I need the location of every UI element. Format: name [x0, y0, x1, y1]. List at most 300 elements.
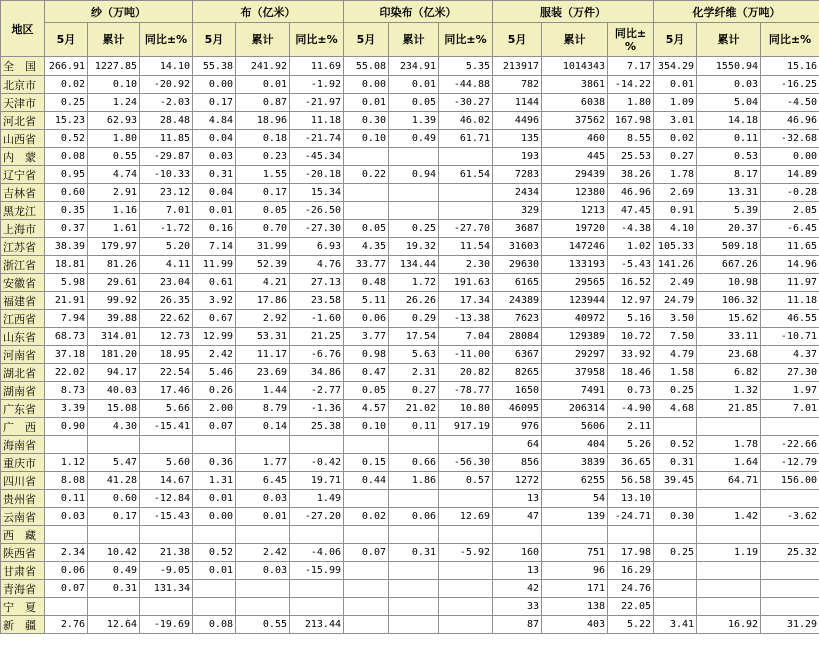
subheader-yoy: 同比±%: [761, 23, 819, 57]
table-row: [1, 256, 819, 274]
value-cell: 18.81: [45, 256, 88, 274]
value-cell: 62.93: [88, 112, 140, 130]
value-cell: [344, 616, 389, 634]
value-cell: 6255: [542, 472, 608, 490]
value-cell: 0.37: [45, 220, 88, 238]
region-cell: 广东省: [1, 400, 45, 418]
value-cell: 0.25: [654, 544, 697, 562]
value-cell: 0.55: [88, 148, 140, 166]
value-cell: 123944: [542, 292, 608, 310]
value-cell: [45, 526, 88, 544]
value-cell: [389, 490, 439, 508]
value-cell: 7.01: [140, 202, 193, 220]
value-cell: 4.79: [654, 346, 697, 364]
value-cell: 0.44: [344, 472, 389, 490]
subheader-month: 5月: [493, 23, 542, 57]
value-cell: [761, 526, 819, 544]
value-cell: 1.16: [88, 202, 140, 220]
value-cell: 0.29: [389, 310, 439, 328]
value-cell: 4.68: [654, 400, 697, 418]
region-cell: 贵州省: [1, 490, 45, 508]
value-cell: 14.67: [140, 472, 193, 490]
value-cell: -4.38: [608, 220, 654, 238]
table-row: [1, 57, 819, 76]
value-cell: 4.57: [344, 400, 389, 418]
value-cell: 0.48: [344, 274, 389, 292]
value-cell: 23.69: [236, 364, 290, 382]
table-row: [1, 472, 819, 490]
value-cell: 0.01: [236, 76, 290, 94]
value-cell: 64: [493, 436, 542, 454]
value-cell: 0.17: [236, 184, 290, 202]
value-cell: 0.61: [193, 274, 236, 292]
value-cell: 0.49: [88, 562, 140, 580]
table-row: [1, 328, 819, 346]
value-cell: [654, 562, 697, 580]
value-cell: 4496: [493, 112, 542, 130]
region-cell: 天津市: [1, 94, 45, 112]
value-cell: 0.01: [654, 76, 697, 94]
value-cell: 22.54: [140, 364, 193, 382]
value-cell: 13: [493, 562, 542, 580]
value-cell: 21.02: [389, 400, 439, 418]
value-cell: 7491: [542, 382, 608, 400]
value-cell: 0.35: [45, 202, 88, 220]
value-cell: 0.00: [193, 76, 236, 94]
value-cell: 266.91: [45, 57, 88, 76]
value-cell: 191.63: [439, 274, 493, 292]
value-cell: 22.05: [608, 598, 654, 616]
value-cell: 0.14: [236, 418, 290, 436]
value-cell: 25.38: [290, 418, 344, 436]
value-cell: 0.27: [654, 148, 697, 166]
value-cell: 61.71: [439, 130, 493, 148]
value-cell: 5.16: [608, 310, 654, 328]
value-cell: 38.26: [608, 166, 654, 184]
value-cell: 23.58: [290, 292, 344, 310]
value-cell: [140, 526, 193, 544]
value-cell: [344, 148, 389, 166]
value-cell: 0.25: [45, 94, 88, 112]
value-cell: 1.61: [88, 220, 140, 238]
value-cell: 55.08: [344, 57, 389, 76]
value-cell: 13.31: [697, 184, 761, 202]
value-cell: 4.37: [761, 346, 819, 364]
table-row: [1, 454, 819, 472]
value-cell: 0.08: [193, 616, 236, 634]
value-cell: 0.02: [654, 130, 697, 148]
value-cell: -11.00: [439, 346, 493, 364]
value-cell: 7.01: [761, 400, 819, 418]
value-cell: 2.92: [236, 310, 290, 328]
table-row: [1, 220, 819, 238]
value-cell: 0.57: [439, 472, 493, 490]
region-cell: 江西省: [1, 310, 45, 328]
value-cell: 25.53: [608, 148, 654, 166]
value-cell: [344, 580, 389, 598]
value-cell: 133193: [542, 256, 608, 274]
value-cell: 5.39: [697, 202, 761, 220]
region-cell: 内 蒙: [1, 148, 45, 166]
value-cell: 16.29: [608, 562, 654, 580]
value-cell: 3.41: [654, 616, 697, 634]
value-cell: [389, 148, 439, 166]
value-cell: 1.42: [697, 508, 761, 526]
value-cell: 0.90: [45, 418, 88, 436]
value-cell: 2.42: [193, 346, 236, 364]
value-cell: [439, 184, 493, 202]
value-cell: 0.11: [389, 418, 439, 436]
value-cell: 0.60: [45, 184, 88, 202]
table-row: [1, 382, 819, 400]
value-cell: 2.05: [761, 202, 819, 220]
value-cell: 105.33: [654, 238, 697, 256]
value-cell: 2.31: [389, 364, 439, 382]
value-cell: 0.95: [45, 166, 88, 184]
value-cell: 19720: [542, 220, 608, 238]
value-cell: 8.17: [697, 166, 761, 184]
value-cell: 139: [542, 508, 608, 526]
value-cell: 8265: [493, 364, 542, 382]
value-cell: -6.76: [290, 346, 344, 364]
value-cell: [697, 598, 761, 616]
value-cell: 23.68: [697, 346, 761, 364]
value-cell: 0.00: [344, 76, 389, 94]
value-cell: 39.88: [88, 310, 140, 328]
value-cell: 0.07: [45, 580, 88, 598]
value-cell: 917.19: [439, 418, 493, 436]
value-cell: 0.18: [236, 130, 290, 148]
value-cell: 1.78: [697, 436, 761, 454]
value-cell: -1.60: [290, 310, 344, 328]
value-cell: 2.34: [45, 544, 88, 562]
table-row: [1, 274, 819, 292]
table-row: [1, 310, 819, 328]
value-cell: 56.58: [608, 472, 654, 490]
value-cell: 141.26: [654, 256, 697, 274]
value-cell: 29439: [542, 166, 608, 184]
value-cell: [761, 562, 819, 580]
value-cell: 782: [493, 76, 542, 94]
value-cell: [88, 436, 140, 454]
table-row: [1, 436, 819, 454]
value-cell: 134.44: [389, 256, 439, 274]
value-cell: -20.18: [290, 166, 344, 184]
table-row: [1, 580, 819, 598]
value-cell: 213.44: [290, 616, 344, 634]
value-cell: 0.25: [654, 382, 697, 400]
value-cell: 8.55: [608, 130, 654, 148]
value-cell: 0.52: [193, 544, 236, 562]
value-cell: 7623: [493, 310, 542, 328]
value-cell: 26.35: [140, 292, 193, 310]
region-cell: 西 藏: [1, 526, 45, 544]
value-cell: -45.34: [290, 148, 344, 166]
value-cell: 181.20: [88, 346, 140, 364]
value-cell: 24.76: [608, 580, 654, 598]
value-cell: 39.45: [654, 472, 697, 490]
value-cell: 5.11: [344, 292, 389, 310]
value-cell: 5.47: [88, 454, 140, 472]
value-cell: [761, 418, 819, 436]
value-cell: 7283: [493, 166, 542, 184]
value-cell: 751: [542, 544, 608, 562]
value-cell: [344, 490, 389, 508]
value-cell: [697, 580, 761, 598]
table-row: [1, 94, 819, 112]
value-cell: 1.78: [654, 166, 697, 184]
value-cell: 5.46: [193, 364, 236, 382]
value-cell: 976: [493, 418, 542, 436]
value-cell: 1.32: [697, 382, 761, 400]
value-cell: 13: [493, 490, 542, 508]
value-cell: [439, 580, 493, 598]
value-cell: [439, 490, 493, 508]
value-cell: 13.10: [608, 490, 654, 508]
value-cell: 5606: [542, 418, 608, 436]
value-cell: 46.96: [761, 112, 819, 130]
value-cell: 21.38: [140, 544, 193, 562]
value-cell: 11.18: [761, 292, 819, 310]
value-cell: 3.92: [193, 292, 236, 310]
value-cell: [439, 598, 493, 616]
value-cell: 0.01: [236, 508, 290, 526]
region-cell: 全 国: [1, 57, 45, 76]
region-cell: 山东省: [1, 328, 45, 346]
value-cell: 2.91: [88, 184, 140, 202]
value-cell: -4.90: [608, 400, 654, 418]
value-cell: [761, 490, 819, 508]
value-cell: 1213: [542, 202, 608, 220]
value-cell: 0.06: [344, 310, 389, 328]
table-row: [1, 490, 819, 508]
value-cell: 12380: [542, 184, 608, 202]
value-cell: -2.03: [140, 94, 193, 112]
value-cell: 2.11: [608, 418, 654, 436]
value-cell: 5.98: [45, 274, 88, 292]
value-cell: 5.35: [439, 57, 493, 76]
value-cell: [389, 526, 439, 544]
value-cell: 17.54: [389, 328, 439, 346]
value-cell: [697, 562, 761, 580]
value-cell: 0.31: [389, 544, 439, 562]
value-cell: 46.55: [761, 310, 819, 328]
value-cell: 6.93: [290, 238, 344, 256]
subheader-cumulative: 累计: [697, 23, 761, 57]
value-cell: 1.02: [608, 238, 654, 256]
region-cell: 湖南省: [1, 382, 45, 400]
value-cell: -10.33: [140, 166, 193, 184]
value-cell: 33: [493, 598, 542, 616]
value-cell: 3.50: [654, 310, 697, 328]
value-cell: 0.30: [344, 112, 389, 130]
value-cell: 8.08: [45, 472, 88, 490]
value-cell: 10.80: [439, 400, 493, 418]
value-cell: 0.53: [697, 148, 761, 166]
value-cell: 31.29: [761, 616, 819, 634]
value-cell: [761, 580, 819, 598]
value-cell: 14.96: [761, 256, 819, 274]
value-cell: -12.84: [140, 490, 193, 508]
value-cell: [140, 436, 193, 454]
value-cell: 2434: [493, 184, 542, 202]
value-cell: 1.31: [193, 472, 236, 490]
value-cell: 7.14: [193, 238, 236, 256]
value-cell: [654, 418, 697, 436]
value-cell: [697, 418, 761, 436]
value-cell: 0.15: [344, 454, 389, 472]
value-cell: 1014343: [542, 57, 608, 76]
value-cell: 0.07: [344, 544, 389, 562]
value-cell: 1.24: [88, 94, 140, 112]
value-cell: -27.30: [290, 220, 344, 238]
value-cell: 23.12: [140, 184, 193, 202]
value-cell: 21.85: [697, 400, 761, 418]
value-cell: 0.11: [45, 490, 88, 508]
value-cell: 12.69: [439, 508, 493, 526]
value-cell: 0.10: [88, 76, 140, 94]
value-cell: [193, 436, 236, 454]
value-cell: 354.29: [654, 57, 697, 76]
value-cell: 6.45: [236, 472, 290, 490]
value-cell: 55.38: [193, 57, 236, 76]
value-cell: 329: [493, 202, 542, 220]
table-row: [1, 166, 819, 184]
value-cell: -1.72: [140, 220, 193, 238]
value-cell: 81.26: [88, 256, 140, 274]
value-cell: 7.50: [654, 328, 697, 346]
region-cell: 福建省: [1, 292, 45, 310]
value-cell: 11.85: [140, 130, 193, 148]
value-cell: 7.04: [439, 328, 493, 346]
subheader-yoy: 同比±%: [439, 23, 493, 57]
subheader-yoy: 同比±%: [290, 23, 344, 57]
value-cell: 28.48: [140, 112, 193, 130]
value-cell: 20.82: [439, 364, 493, 382]
value-cell: 0.31: [654, 454, 697, 472]
value-cell: [344, 184, 389, 202]
value-cell: 0.04: [193, 130, 236, 148]
value-cell: 1.55: [236, 166, 290, 184]
value-cell: -29.87: [140, 148, 193, 166]
value-cell: 38.39: [45, 238, 88, 256]
value-cell: [654, 526, 697, 544]
region-cell: 青海省: [1, 580, 45, 598]
value-cell: [236, 580, 290, 598]
value-cell: 1.44: [236, 382, 290, 400]
value-cell: 7.17: [608, 57, 654, 76]
value-cell: [389, 184, 439, 202]
table-row: [1, 364, 819, 382]
value-cell: 31603: [493, 238, 542, 256]
value-cell: 16.52: [608, 274, 654, 292]
value-cell: 46095: [493, 400, 542, 418]
value-cell: 1.97: [761, 382, 819, 400]
value-cell: 0.52: [45, 130, 88, 148]
value-cell: 21.25: [290, 328, 344, 346]
table-row: [1, 616, 819, 634]
value-cell: -24.71: [608, 508, 654, 526]
value-cell: 37958: [542, 364, 608, 382]
value-cell: 2.00: [193, 400, 236, 418]
table-row: [1, 292, 819, 310]
value-cell: 0.06: [45, 562, 88, 580]
value-cell: 40.03: [88, 382, 140, 400]
table-row: [1, 346, 819, 364]
value-cell: 12.99: [193, 328, 236, 346]
value-cell: 15.34: [290, 184, 344, 202]
value-cell: 0.01: [389, 76, 439, 94]
table-row: [1, 400, 819, 418]
value-cell: [654, 490, 697, 508]
value-cell: 138: [542, 598, 608, 616]
region-cell: 安徽省: [1, 274, 45, 292]
value-cell: 0.55: [236, 616, 290, 634]
region-cell: 黑龙江: [1, 202, 45, 220]
value-cell: [290, 436, 344, 454]
value-cell: [389, 598, 439, 616]
value-cell: 24389: [493, 292, 542, 310]
region-cell: 甘肃省: [1, 562, 45, 580]
value-cell: 0.23: [236, 148, 290, 166]
group-header-garments: 服装（万件）: [493, 1, 654, 23]
value-cell: 4.84: [193, 112, 236, 130]
value-cell: 5.63: [389, 346, 439, 364]
value-cell: -0.28: [761, 184, 819, 202]
value-cell: [389, 580, 439, 598]
value-cell: -19.69: [140, 616, 193, 634]
value-cell: 234.91: [389, 57, 439, 76]
value-cell: -27.20: [290, 508, 344, 526]
value-cell: 33.92: [608, 346, 654, 364]
region-cell: 北京市: [1, 76, 45, 94]
value-cell: 12.64: [88, 616, 140, 634]
value-cell: 22.62: [140, 310, 193, 328]
table-row: [1, 418, 819, 436]
value-cell: 17.46: [140, 382, 193, 400]
value-cell: 241.92: [236, 57, 290, 76]
value-cell: 4.30: [88, 418, 140, 436]
value-cell: [290, 526, 344, 544]
value-cell: 23.04: [140, 274, 193, 292]
group-header-cloth: 布（亿米）: [193, 1, 344, 23]
value-cell: 147246: [542, 238, 608, 256]
value-cell: [439, 616, 493, 634]
value-cell: [344, 562, 389, 580]
value-cell: 0.03: [697, 76, 761, 94]
value-cell: 29297: [542, 346, 608, 364]
value-cell: 22.02: [45, 364, 88, 382]
value-cell: -15.99: [290, 562, 344, 580]
value-cell: 0.30: [654, 508, 697, 526]
value-cell: 156.00: [761, 472, 819, 490]
value-cell: 2.30: [439, 256, 493, 274]
value-cell: [193, 526, 236, 544]
value-cell: 0.05: [344, 220, 389, 238]
value-cell: 167.98: [608, 112, 654, 130]
value-cell: 0.08: [45, 148, 88, 166]
value-cell: [761, 598, 819, 616]
value-cell: 19.71: [290, 472, 344, 490]
value-cell: 1.58: [654, 364, 697, 382]
value-cell: [193, 598, 236, 616]
value-cell: 33.77: [344, 256, 389, 274]
value-cell: [439, 526, 493, 544]
value-cell: 4.74: [88, 166, 140, 184]
region-cell: 宁 夏: [1, 598, 45, 616]
value-cell: 5.60: [140, 454, 193, 472]
value-cell: 5.22: [608, 616, 654, 634]
